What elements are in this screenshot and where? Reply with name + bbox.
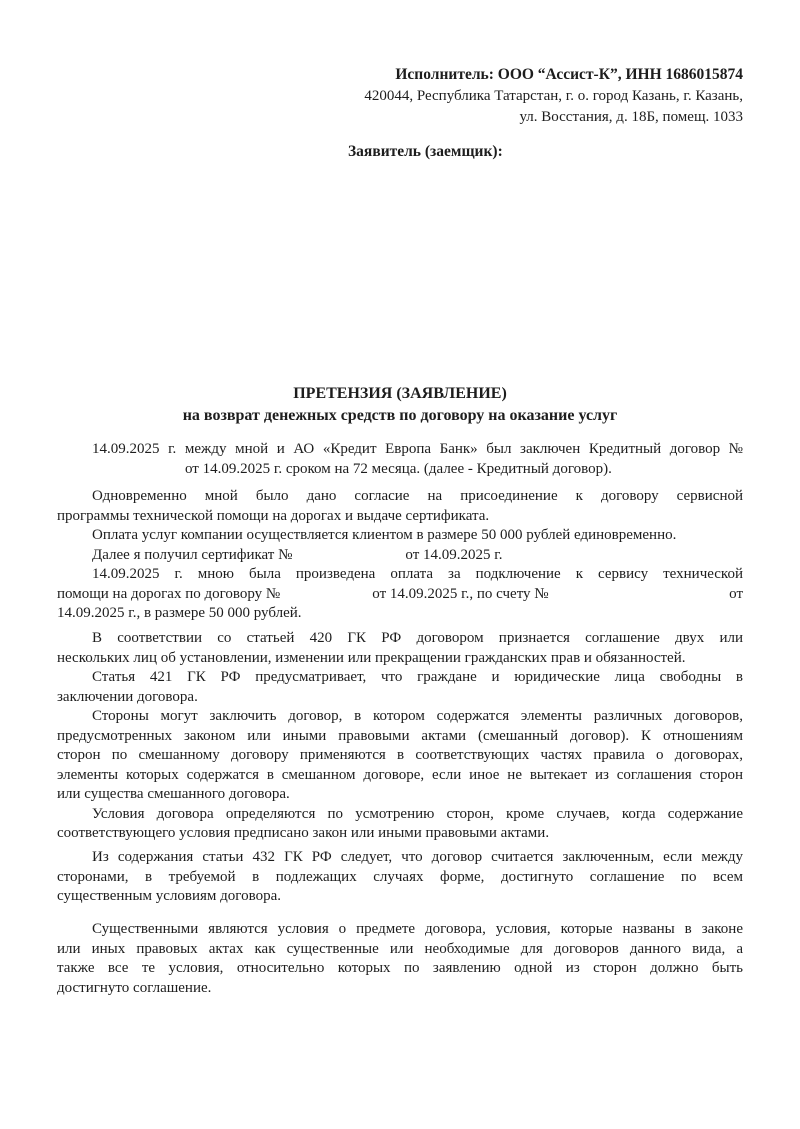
title-line-1: ПРЕТЕНЗИЯ (ЗАЯВЛЕНИЕ): [293, 385, 507, 402]
blank-field: [280, 585, 372, 605]
text-line: или иных правовых актах как существенные или необходимые для договоров данного вида, а: [57, 940, 743, 957]
text-line: предусмотренных законом или иными правовыми актами (смешанный договор). К отношениям: [57, 727, 743, 744]
text-line: нескольких лиц об установлении, изменении или прекращении гражданских прав и обязанностей.: [57, 649, 686, 666]
text-line: сторонами, в требуемой в подлежащих случаях форме, достигнуто соглашение по всем: [57, 868, 743, 885]
text-part: помощи на дорогах по договору №: [57, 585, 281, 602]
text-line: 14.09.2025 г. мною была произведена оплата за подключение к сервису технической: [92, 566, 743, 582]
text-line: Оплата услуг компании осуществляется клиентом в размере 50 000 рублей единовременно.: [92, 527, 677, 543]
text-line: программы технической помощи на дорогах и выдаче сертификата.: [57, 507, 490, 524]
text-line: Статья 421 ГК РФ предусматривает, что граждане и юридические лица свободны в: [92, 669, 743, 685]
text-line: Одновременно мной было дано согласие на присоединение к договору сервисной: [92, 488, 743, 504]
paragraph-contract: [57, 440, 743, 479]
text-line: существенным условиям договора.: [57, 888, 281, 904]
document-title: [57, 383, 743, 426]
text-line: достигнуто соглашение.: [57, 979, 212, 996]
text-line: заключении договора.: [57, 688, 198, 705]
text-line: также все те условия, относительно которых по заявлению одной из сторон должно быть: [57, 960, 743, 976]
blank-field: [292, 546, 405, 566]
text-line: Существенными являются условия о предмете договора, условия, которые названы в законе: [92, 921, 743, 937]
blank-field: [549, 585, 730, 605]
text-line: элементы которых содержатся в смешанном договоре, если иное не вытекает из соглашения сторон: [57, 766, 743, 783]
text-line: Из содержания статьи 432 ГК РФ следует, что договор считается заключенным, если между: [92, 849, 743, 865]
letterhead: [57, 64, 743, 129]
paragraph-article-432: [57, 848, 743, 907]
text-part: от 14.09.2025 г., по счету №: [372, 585, 549, 602]
text-line-payment: [57, 585, 743, 605]
applicant-label: Заявитель (заемщик):: [348, 143, 503, 160]
text-part: Далее я получил сертификат №: [92, 546, 293, 563]
paragraph-service-program: [57, 487, 743, 624]
paragraph-essential-terms: [57, 920, 743, 998]
text-line: Стороны могут заключить договор, в котором содержатся элементы различных договоров,: [92, 708, 743, 724]
text-line: или существа смешанного договора.: [57, 786, 290, 802]
address-line-2: ул. Восстания, д. 18Б, помещ. 1033: [519, 109, 743, 125]
text-part: от 14.09.2025 г.: [405, 546, 503, 563]
text-part: от: [729, 585, 743, 602]
paragraph-law-citations: [57, 629, 743, 844]
text-line: от 14.09.2025 г. сроком на 72 месяца. (далее - Кредитный договор).: [185, 460, 612, 477]
executor-line: Исполнитель: ООО “Ассист-К”, ИНН 1686015874: [395, 66, 743, 83]
text-line: сторон по смешанному договору применяются в соответствующих частях правила о договорах,: [57, 747, 743, 763]
address-line-1: 420044, Республика Татарстан, г. о. город Казань, г. Казань,: [364, 87, 743, 104]
text-line-certificate: [57, 546, 743, 566]
text-line: 14.09.2025 г., в размере 50 000 рублей.: [57, 605, 302, 621]
title-line-2: на возврат денежных средств по договору на оказание услуг: [182, 406, 618, 424]
text-line: В соответствии со статьей 420 ГК РФ договором признается соглашение двух или: [92, 630, 743, 646]
text-line: 14.09.2025 г. между мной и АО «Кредит Европа Банк» был заключен Кредитный договор №: [92, 441, 743, 457]
text-line: соответствующего условия предписано закон или иными правовыми актами.: [57, 825, 550, 841]
text-line: Условия договора определяются по усмотрению сторон, кроме случаев, когда содержание: [92, 805, 743, 822]
